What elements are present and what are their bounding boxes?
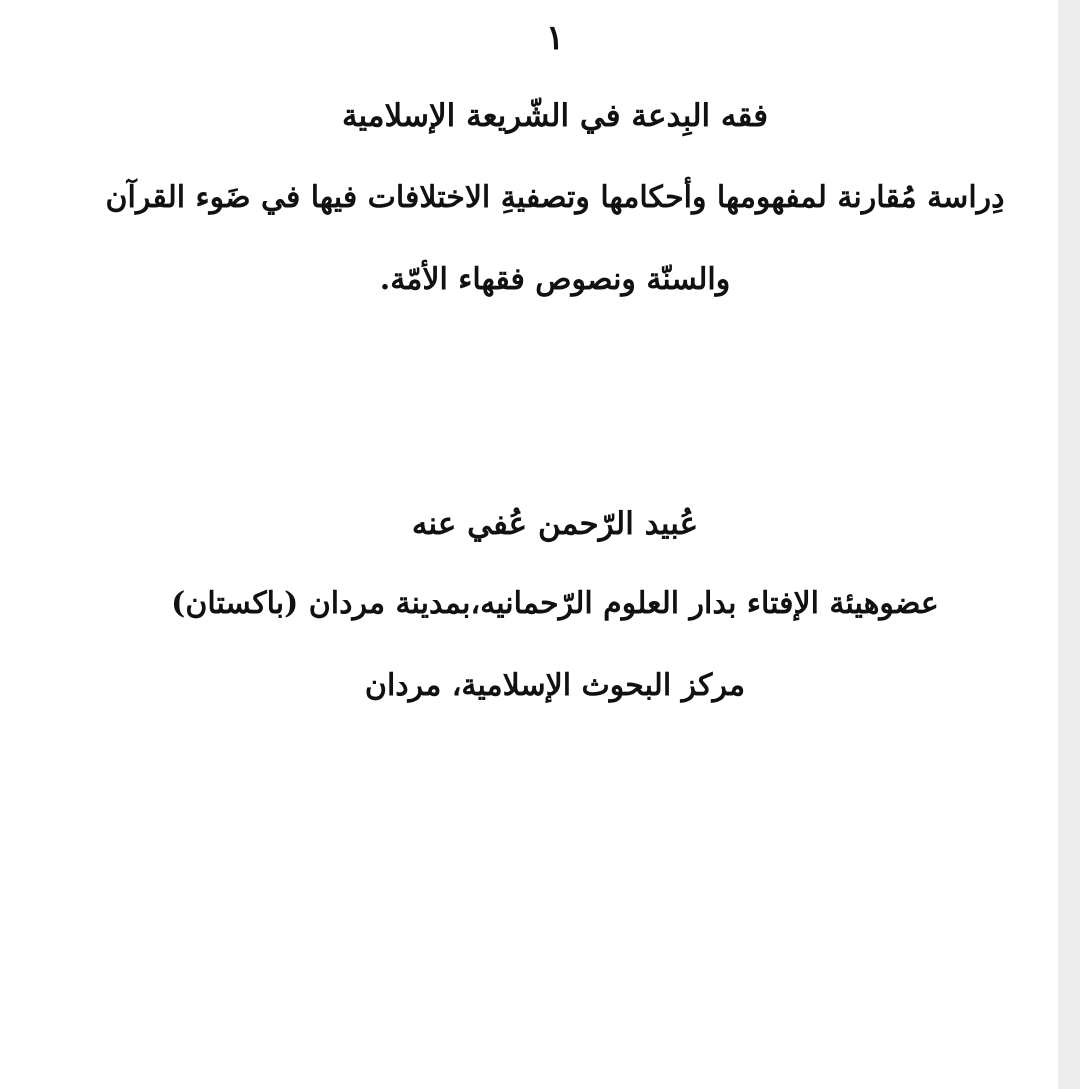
- book-subtitle-line-1: دِراسة مُقارنة لمفهومها وأحكامها وتصفيةِ الاختلافات فيها في ضَوء القرآن: [105, 180, 1005, 215]
- page-number: ١: [545, 18, 565, 58]
- book-title: فقه البِدعة في الشّريعة الإسلامية: [341, 98, 769, 134]
- author-affiliation: عضوهيئة الإفتاء بدار العلوم الرّحمانيه،بمدينة مردان (باكستان): [171, 586, 939, 621]
- research-center: مركز البحوث الإسلامية، مردان: [364, 668, 746, 703]
- author-name: عُبيد الرّحمن عُفي عنه: [411, 506, 699, 542]
- side-scroll-strip[interactable]: [1058, 0, 1080, 1089]
- book-subtitle-line-2: والسنّة ونصوص فقهاء الأمّة.: [379, 262, 731, 297]
